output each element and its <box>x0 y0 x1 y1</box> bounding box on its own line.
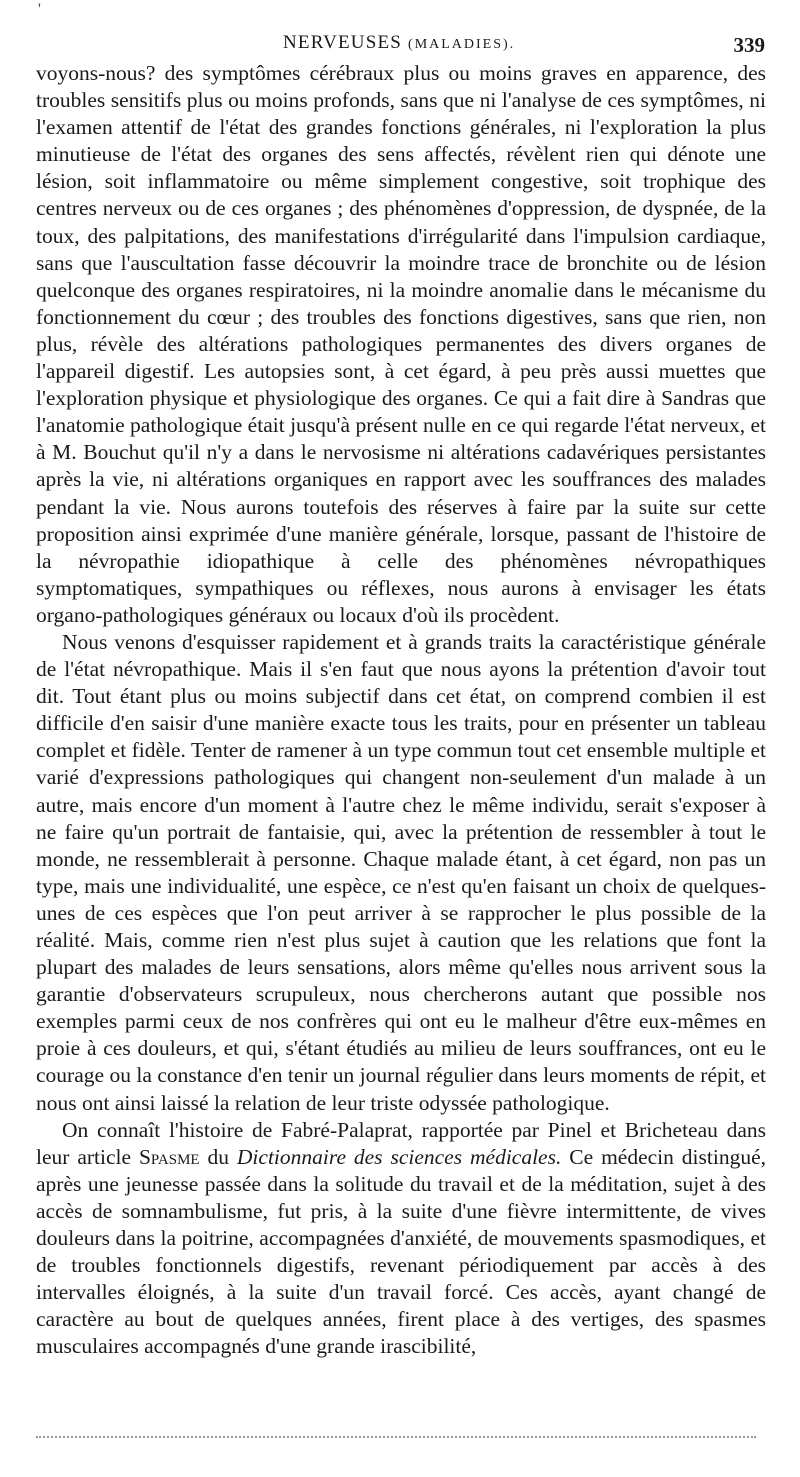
page-number: 339 <box>733 33 765 57</box>
body-text <box>36 60 766 1361</box>
running-title-main: NERVEUSES <box>283 32 403 53</box>
running-head <box>0 30 800 56</box>
text-run: Nous venons d'esquisser rapidement et à grands traits la caractéristique générale de l'état névropathique. Mais il s'en faut que nous ayons la prétention d'avoir tout dit. Tout étant plus ou moins subjectif dans cet état, on comprend combien il est difficile d'en saisir d'une manière exacte tous les traits, pour en présenter un tableau complet et fidèle. Tenter de ramener à un type commun tout cet ensemble multiple et varié d'expressions pathologiques qui changent non-seulement d'un malade à un autre, mais encore d'un moment à l'autre chez le même individu, serait s'exposer à ne faire qu'un portrait de fantaisie, qui, avec la prétention de ressembler à tout le monde, ne ressemblerait à personne. Chaque malade étant, à cet égard, non pas un type, mais une individualité, une espèce, ce n'est qu'en faisant un choix de quelques-unes de ces espèces que l'on peut arriver à se rapprocher le plus possible de la réalité. Mais, comme rien n'est plus sujet à caution que les relations que font la plupart des malades de leurs sensations, alors même qu'elles nous arrivent sous la garantie d'observateurs scrupuleux, nous chercherons autant que possible nos exemples parmi ceux de nos confrères qui ont eu le malheur d'être eux-mêmes en proie à ces douleurs, et qui, s'étant étudiés au milieu de leurs souffrances, ont eu le courage ou la constance d'en tenir un journal régulier dans leurs moments de répit, et nous ont ainsi laissé la relation de leur triste odyssée pathologique. <box>36 629 766 1115</box>
text-run: du <box>199 1144 237 1169</box>
paragraph <box>36 1117 766 1361</box>
footer-rule <box>36 1436 756 1438</box>
text-run: Ce médecin distingué, après une jeunesse passée dans la solitude du travail et de la méditation, sujet à des accès de somnambulisme, fut pris, à la suite d'une fièvre intermittente, de vives douleurs dans la poitrine, accompagnées d'anxiété, de mouvements spasmodiques, et de troubles fonctionnels digestifs, revenant périodiquement par accès à des intervalles éloignés, à la suite d'un travail forcé. Ces accès, ayant changé de caractère au bout de quelques années, firent place à des vertiges, des spasmes musculaires accompagnés d'une grande irascibilité, <box>36 1144 767 1359</box>
running-title-sub: (MALADIES). <box>408 37 516 52</box>
smallcaps-run: Spasme <box>138 1144 200 1169</box>
paragraph <box>36 629 766 1117</box>
italic-run: Dictionnaire des sciences médicales. <box>236 1144 562 1169</box>
text-run: voyons-nous? des symptômes cérébraux plus ou moins graves en apparence, des troubles sensitifs plus ou moins profonds, sans que ni l'analyse de ces symptômes, ni l'examen attentif de l'état des grandes fonctions générales, ni l'exploration la plus minutieuse de l'état des organes des sens affectés, révèlent rien qui dénote une lésion, soit inflammatoire ou même simplement congestive, soit trophique des centres nerveux ou de ces organes ; des phénomènes d'oppression, de dyspnée, de la toux, des palpitations, des manifestations d'irrégularité dans l'impulsion cardiaque, sans que l'auscultation fasse découvrir la moindre trace de bronchite ou de lésion quelconque des organes respiratoires, ni la moindre anomalie dans le mécanisme du fonctionnement du cœur ; des troubles des fonctions digestives, sans que rien, non plus, révèle des altérations pathologiques permanentes des divers organes de l'appareil digestif. Les autopsies sont, à cet égard, à peu près aussi muettes que l'exploration physique et physiologique des organes. Ce qui a fait dire à Sandras que l'anatomie pathologique était jusqu'à présent nulle en ce qui regarde l'état nerveux, et à M. Bouchut qu'il n'y a dans le nervosisme ni altérations cadavériques persistantes après la vie, ni altérations organiques en rapport avec les souffrances des malades pendant la vie. Nous aurons toutefois des réserves à faire par la suite sur cette proposition ainsi exprimée d'une manière générale, lorsque, passant de l'histoire de la névropathie idiopathique à celle des phénomènes névropathiques symptomatiques, sympathiques ou réflexes, nous aurons à envisager les états organo-pathologiques généraux ou locaux d'où ils procèdent. <box>36 61 766 627</box>
corner-mark: ' <box>38 1 41 18</box>
running-title <box>283 30 515 58</box>
paragraph <box>36 60 766 629</box>
text-run: On connaît l'histoire de Fabré-Palaprat, rapportée par Pinel et Bricheteau dans leur article <box>36 1117 766 1169</box>
